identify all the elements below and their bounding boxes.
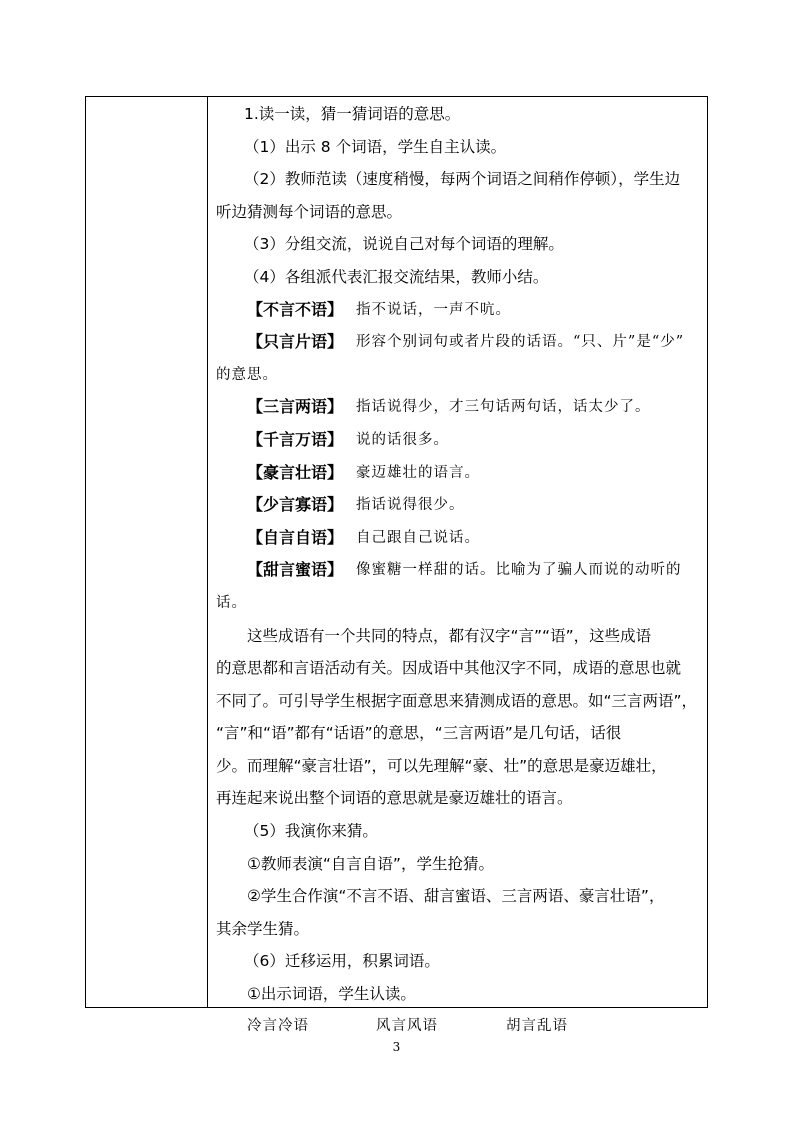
step-line: （1）出示 8 个词语，学生自主认读。 [244, 137, 507, 156]
idiom-row [216, 424, 704, 457]
idiom-definition: 指话说得少，才三句话两句话，话太少了。 [356, 399, 651, 416]
idiom-definition: 形容个别词句或者片段的话语。“只、片”是“少” [356, 334, 685, 351]
paragraph-line: “言”和“语”都有“话语”的意思，“三言两语”是几句话，话很 [216, 724, 622, 743]
idiom-definition: 指话说得很少。 [356, 497, 465, 514]
step-line: 其余学生猜。 [216, 919, 310, 938]
idiom-row [216, 391, 704, 424]
step-line: （3）分组交流，说说自己对每个词语的理解。 [244, 235, 564, 254]
idiom-row [216, 326, 704, 359]
step-line: ①教师表演“自言自语”，学生抢猜。 [247, 854, 494, 873]
lesson-content [216, 98, 704, 1043]
step-line: （5）我演你来猜。 [244, 822, 378, 841]
idiom-row [216, 457, 704, 490]
idiom-term: 【自言自语】 [247, 527, 344, 547]
step-line: 听边猜测每个词语的意思。 [216, 202, 403, 221]
step-line: （6）迁移运用，积累词语。 [244, 952, 440, 971]
idiom-definition: 自己跟自己说话。 [356, 529, 480, 546]
column-divider [207, 96, 208, 1008]
idiom-definition-cont: 话。 [216, 594, 247, 611]
idiom-term: 【三言两语】 [247, 397, 344, 417]
idiom-term: 【甜言蜜语】 [247, 560, 344, 580]
step-line: （2）教师范读（速度稍慢，每两个词语之间稍作停顿），学生边 [244, 170, 681, 189]
step-line: ②学生合作演“不言不语、甜言蜜语、三言两语、豪言壮语”， [247, 887, 665, 906]
paragraph-line: 不同了。可引导学生根据字面意思来猜测成语的意思。如“三言两语”， [216, 691, 698, 710]
idiom-row [216, 522, 704, 555]
idiom-term: 【少言寡语】 [247, 495, 344, 515]
step-line: （4）各组派代表汇报交流结果，教师小结。 [244, 267, 549, 286]
idiom-row [216, 294, 704, 327]
extra-word: 风言风语 [376, 1017, 438, 1034]
extra-words-row [216, 1011, 704, 1043]
idiom-term: 【只言片语】 [247, 332, 344, 352]
extra-word: 胡言乱语 [506, 1017, 568, 1034]
idiom-definition-cont: 的意思。 [216, 366, 278, 383]
idiom-row [216, 489, 704, 522]
paragraph-line: 的意思都和言语活动有关。因成语中其他汉字不同，成语的意思也就 [216, 659, 682, 678]
idiom-definition: 像蜜糖一样甜的话。比喻为了骗人而说的动听的 [356, 562, 682, 579]
idiom-term: 【不言不语】 [247, 299, 344, 319]
paragraph-line: 再连起来说出整个词语的意思就是豪迈雄壮的语言。 [216, 789, 573, 808]
page-number: 3 [392, 1040, 401, 1054]
step-heading: 1.读一读，猜一猜词语的意思。 [244, 105, 461, 123]
idiom-row [216, 554, 704, 587]
paragraph-line: 少。而理解“豪言壮语”，可以先理解“豪、壮”的意思是豪迈雄壮， [216, 756, 667, 775]
idiom-definition: 豪迈雄壮的语言。 [356, 464, 480, 481]
idiom-term: 【豪言壮语】 [247, 462, 344, 482]
idiom-term: 【千言万语】 [247, 429, 344, 449]
extra-word: 冷言冷语 [247, 1017, 309, 1034]
idiom-definition: 指不说话，一声不吭。 [356, 301, 511, 318]
paragraph-line: 这些成语有一个共同的特点，都有汉字“言”“语”，这些成语 [247, 626, 652, 645]
step-line: ①出示词语，学生认读。 [247, 985, 416, 1004]
idiom-definition: 说的话很多。 [356, 431, 449, 448]
